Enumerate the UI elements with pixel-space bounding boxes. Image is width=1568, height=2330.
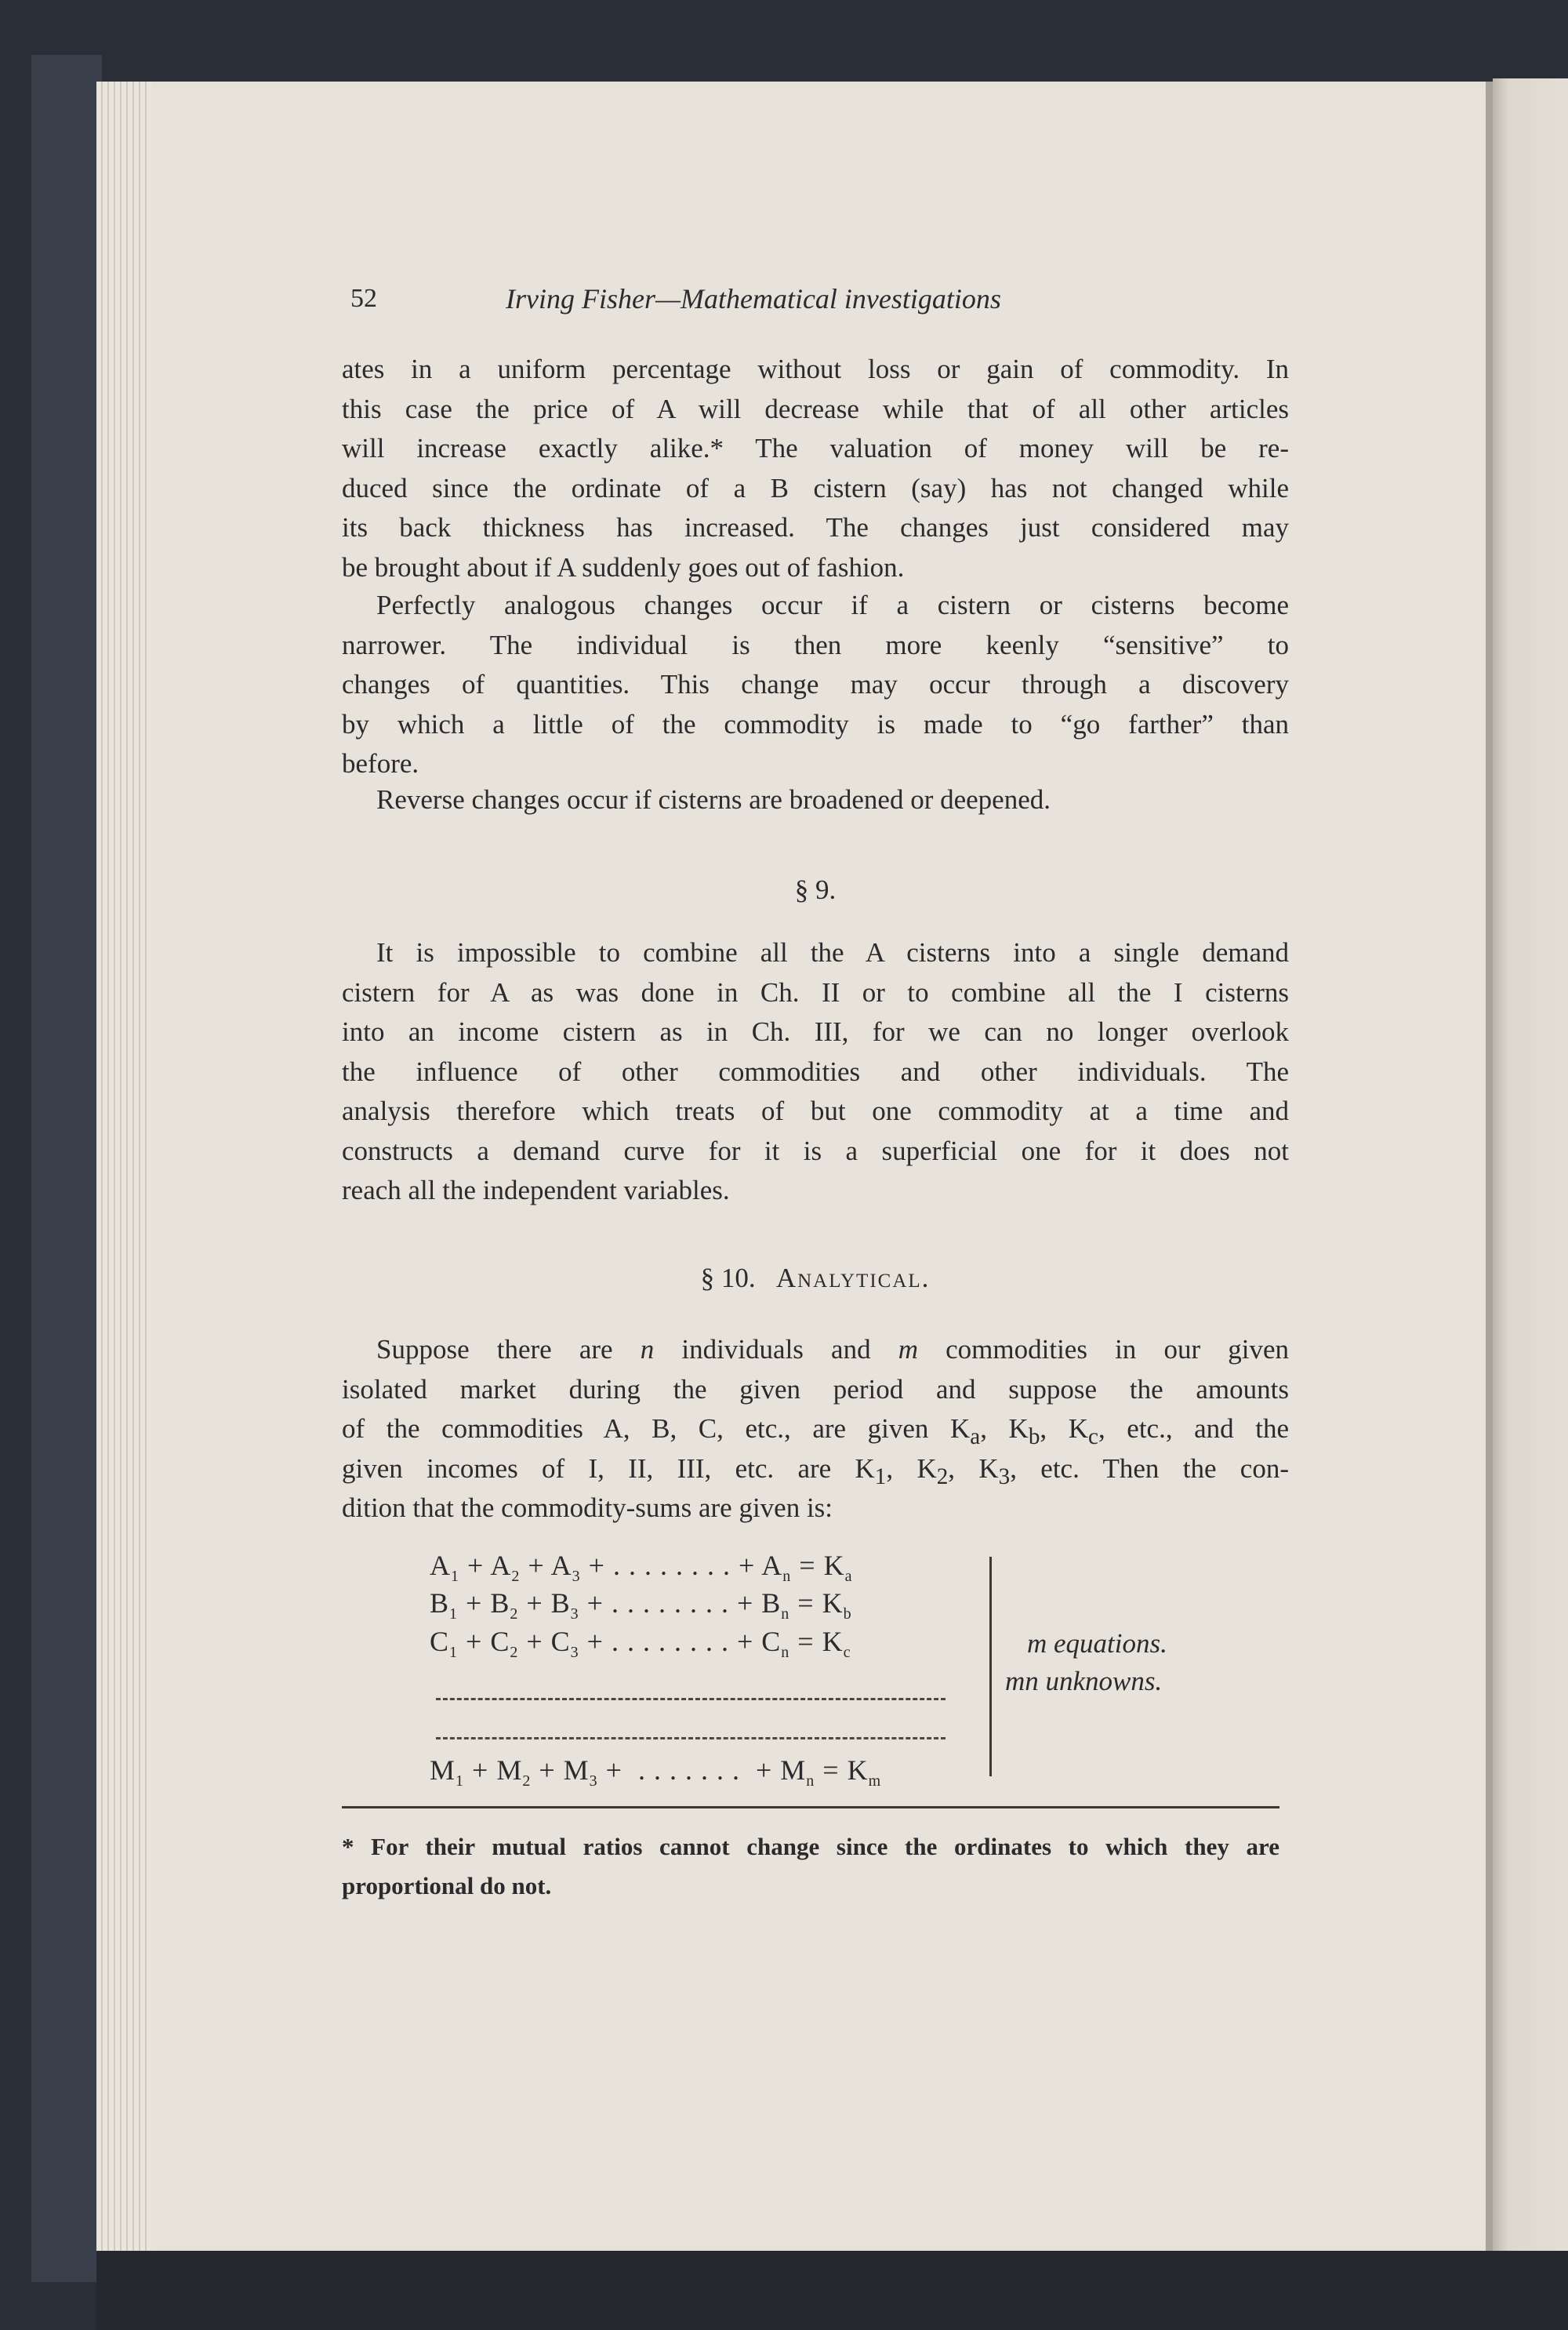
section-heading-9: § 9. [794,874,837,905]
text-line: its back thickness has increased. The changes just considered may [342,512,1289,543]
text-line: It is impossible to combine all the A cisterns into a single demand [376,937,1289,968]
footnote-line: proportional do not. [342,1872,552,1899]
equation-row: $C_1 + C_2 + C_3$ + . . . . . . . . + $C_n = K_c$ [430,1626,851,1662]
text-line: will increase exactly alike.* The valuation of money will be re- [342,433,1289,463]
right-brace [977,1557,992,1776]
text-line: duced since the ordinate of a B cistern (say) has not changed while [342,472,1289,503]
facing-page-edge [1493,78,1568,2274]
text-line: Reverse changes occur if cisterns are broadened or deepened. [376,784,1051,815]
text-line: cistern for A as was done in Ch. II or to combine all the I cisterns [342,976,1289,1008]
equation-row: $A_1 + A_2 + A_3$ + . . . . . . . . + $A_n = K_a$ [430,1550,853,1586]
text-line: analysis therefore which treats of but one commodity at a time and [342,1096,1289,1126]
ellipsis-row [436,1737,946,1739]
text-line: by which a little of the commodity is made to “go farther” than [342,708,1289,740]
text-line: of the commodities A, B, C, etc., are given $K_a$, $K_b$, $K_c$, etc., and the [342,1413,1290,1449]
footnote-rule [342,1806,1279,1808]
page-number: 52 [350,284,377,313]
text-line: Suppose there are n individuals and m commodities in our given [376,1334,1289,1365]
equation-row: $B_1 + B_2 + B_3$ + . . . . . . . . + $B_n = K_b$ [430,1587,852,1623]
running-title: Irving Fisher—Mathematical investigations [506,283,1001,314]
footnote-line: * For their mutual ratios cannot change since the ordinates to which they are [342,1833,1279,1860]
section-number: § 10. [700,1263,756,1293]
background-bottom [96,2251,1568,2330]
text-line: given incomes of I, II, III, etc. are $K_1$, $K_2$, $K_3$, etc. Then the con- [342,1452,1289,1489]
equation-row: $M_1 + M_2 + M_3$ + . . . . . . . + $M_n = K_m$ [430,1754,882,1790]
section-heading-10 [342,1263,1289,1294]
equations-count-label: m equations. [1027,1628,1167,1659]
page-edges [96,82,151,2251]
text-line: before. [342,748,419,779]
text-line: changes of quantities. This change may occur through a discovery [342,669,1289,700]
text-line: this case the price of A will decrease while that of all other articles [342,393,1289,424]
text-line: reach all the independent variables. [342,1175,730,1205]
text-line: be brought about if A suddenly goes out of fashion. [342,551,905,583]
text-line: Perfectly analogous changes occur if a cistern or cisterns become [376,590,1289,620]
text-line: dition that the commodity-sums are given is: [342,1492,833,1523]
unknowns-count-label: mn unknowns. [1005,1666,1163,1696]
text-line: isolated market during the given period and suppose the amounts [342,1373,1289,1405]
text-line: the influence of other commodities and other individuals. The [342,1056,1289,1087]
text-line: constructs a demand curve for it is a superficial one for it does not [342,1135,1289,1166]
ellipsis-row [436,1698,946,1700]
book-cover [31,55,102,2282]
text-line: narrower. The individual is then more keenly “sensitive” to [342,629,1289,660]
text-line: into an income cistern as in Ch. III, for we can no longer overlook [342,1016,1289,1047]
section-title: Analytical. [775,1263,931,1293]
text-line: ates in a uniform percentage without loss or gain of commodity. In [342,354,1289,384]
